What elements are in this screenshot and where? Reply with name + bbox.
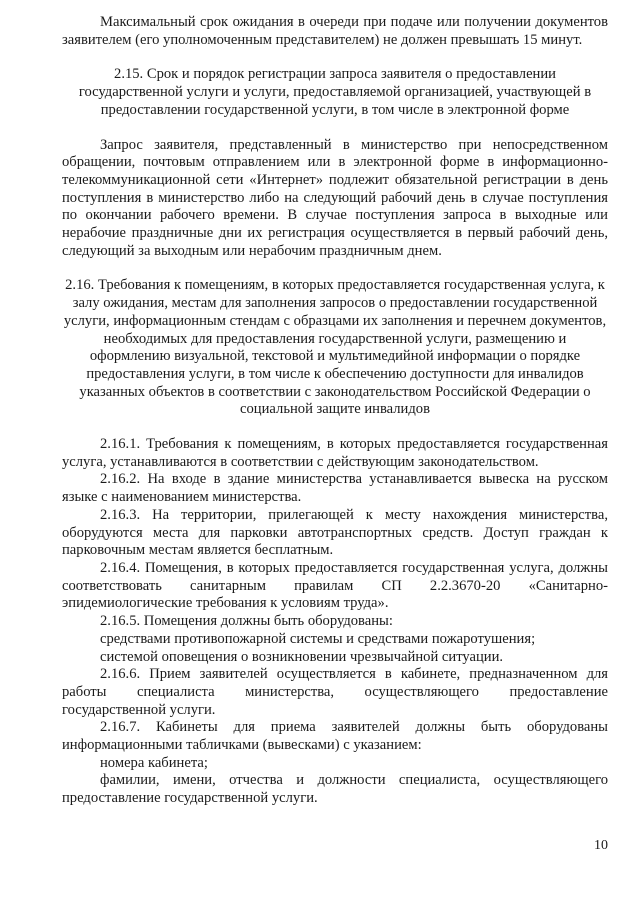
paragraph-2-16-3: 2.16.3. На территории, прилегающей к месту нахождения министерства, оборудуются места для парковки автотранспортных средств. Доступ граждан к парковочным местам является бесплатным. bbox=[62, 506, 608, 559]
document-page bbox=[62, 14, 608, 808]
paragraph-2-16-5: 2.16.5. Помещения должны быть оборудованы: bbox=[100, 613, 393, 630]
paragraph-2-16-2: 2.16.2. На входе в здание министерства устанавливается вывеска на русском языке с наименованием министерства. bbox=[62, 471, 608, 506]
paragraph-2-16-6: 2.16.6. Прием заявителей осуществляется в кабинете, предназначенном для работы специалиста министерства, осуществляющего предоставление государственной услуги. bbox=[62, 666, 608, 718]
intro-paragraph: Максимальный срок ожидания в очереди при подаче или получении документов заявителем (его уполномоченным представителем) не должен превышать 15 минут. bbox=[62, 14, 608, 48]
section-2-16-heading: 2.16. Требования к помещениям, в которых предоставляется государственная услуга, к залу ожидания, местам для заполнения запросов о предоставлении государственной услуги, информационным стендам с образцами их заполнения и перечнем документов, необходимых для предоставления государственной услуги, размещению и оформлению визуальной, текстовой и мультимедийной информации о порядке предоставления услуги, в том числе к обеспечению доступности для инвалидов указанных объектов в соответствии с законодательством Российской Федерации о социальной защите инвалидов bbox=[63, 277, 607, 418]
spacer bbox=[62, 49, 608, 66]
spacer bbox=[62, 419, 608, 436]
list-item-specialist-name: фамилии, имени, отчества и должности специалиста, осуществляющего предоставление государственной услуги. bbox=[62, 772, 608, 807]
paragraph-2-16-7: 2.16.7. Кабинеты для приема заявителей должны быть оборудованы информационными табличками (вывесками) с указанием: bbox=[62, 719, 608, 754]
page-number: 10 bbox=[594, 838, 608, 853]
spacer bbox=[62, 120, 608, 137]
section-2-15-heading: 2.15. Срок и порядок регистрации запроса заявителя о предоставлении государственной услуги и услуги, предоставляемой организацией, участвующей в предоставлении государственной услуги, в том числе в электронной форме bbox=[78, 66, 592, 118]
list-item-fire-equipment: средствами противопожарной системы и средствами пожаротушения; bbox=[100, 630, 536, 647]
list-item-emergency-alert: системой оповещения о возникновении чрезвычайной ситуации. bbox=[100, 648, 504, 665]
list-item-room-number: номера кабинета; bbox=[100, 754, 208, 771]
spacer bbox=[62, 260, 608, 277]
paragraph-2-16-4: 2.16.4. Помещения, в которых предоставляется государственная услуга, должны соответствовать санитарным правилам СП 2.2.3670-20 «Санитарно-эпидемиологические требования к условиям труда». bbox=[62, 559, 608, 612]
section-2-15-paragraph: Запрос заявителя, представленный в министерство при непосредственном обращении, почтовым отправлением или в электронной форме в информационно-телекоммуникационной сети «Интернет» подлежит обязательной регистрации в день поступления в министерство либо на следующий рабочий день в случае поступления по окончании рабочего времени. В случае поступления запроса в выходные или нерабочие праздничные дни их регистрация осуществляется в первый рабочий день, следующий за выходным или нерабочим праздничным днем. bbox=[62, 136, 608, 259]
paragraph-2-16-1: 2.16.1. Требования к помещениям, в которых предоставляется государственная услуга, устанавливаются в соответствии с действующим законодательством. bbox=[62, 436, 608, 470]
